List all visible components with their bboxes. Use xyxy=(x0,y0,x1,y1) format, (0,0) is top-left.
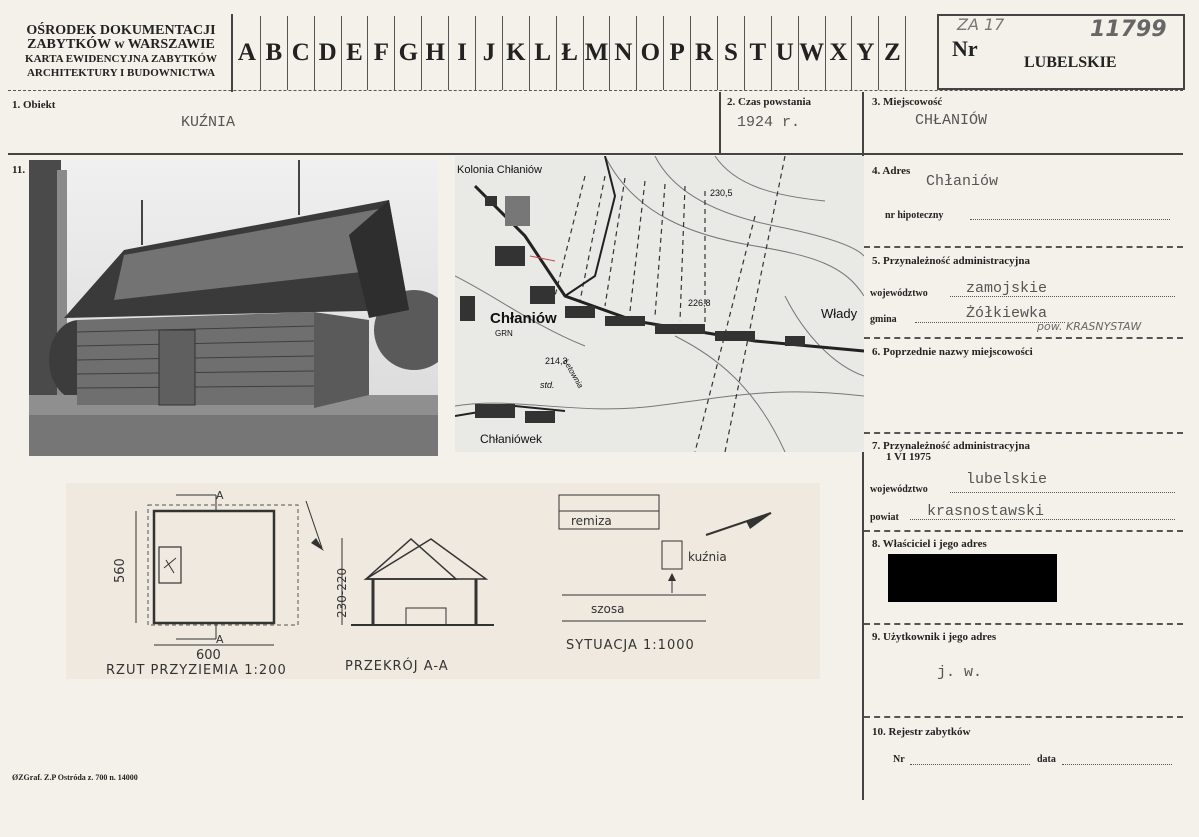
county-line xyxy=(910,519,1175,520)
index-letter: J xyxy=(476,16,503,90)
map-river: Łetownia xyxy=(561,357,586,390)
date-value: 1924 r. xyxy=(737,114,801,131)
voivodeship-1975-line xyxy=(950,492,1175,493)
register-number-label: Nr xyxy=(893,754,905,765)
index-letter: F xyxy=(368,16,395,90)
user-label: 9. Użytkownik i jego adres xyxy=(872,631,997,643)
map-place-chlaniowek: Chłaniówek xyxy=(480,432,543,446)
index-letter: O xyxy=(637,16,664,90)
map-place-kolonia: Kolonia Chłaniów xyxy=(457,164,542,176)
index-letter: A xyxy=(234,16,261,90)
index-letter: Ł xyxy=(557,16,584,90)
index-letter: W xyxy=(799,16,826,90)
mortgage-number-line xyxy=(970,219,1170,220)
divider xyxy=(719,92,721,154)
object-label: 1. Obiekt xyxy=(12,99,56,111)
user-value: j. w. xyxy=(937,664,983,681)
index-letter: G xyxy=(395,16,422,90)
register-date-label: data xyxy=(1037,754,1056,765)
section-height-dims: 230-220 xyxy=(335,567,349,618)
plan-width-dim: 600 xyxy=(196,648,221,663)
technical-drawing xyxy=(66,483,820,679)
region-name: LUBELSKIE xyxy=(1024,54,1117,71)
section-caption: PRZEKRÓJ A-A xyxy=(345,659,449,674)
object-value: KUŹNIA xyxy=(181,114,236,131)
print-footer: ØZGraf. Z.P Ostróda z. 700 n. 14000 xyxy=(12,773,138,782)
site-road-label: szosa xyxy=(591,602,625,616)
register-label: 10. Rejestr zabytków xyxy=(872,726,971,738)
map-place-wlady: Włady xyxy=(821,306,858,321)
admin-1975-label: 7. Przynależność administracyjna xyxy=(872,440,1030,452)
row-rule xyxy=(864,623,1183,625)
index-letter: D xyxy=(315,16,342,90)
card-type-line1: KARTA EWIDENCYJNA ZABYTKÓW xyxy=(25,53,217,65)
index-letter: K xyxy=(503,16,530,90)
site-caption: SYTUACJA 1:1000 xyxy=(566,638,695,653)
index-letter: Y xyxy=(852,16,879,90)
index-letter: B xyxy=(261,16,288,90)
row-rule xyxy=(864,530,1183,532)
row-rule xyxy=(864,153,1183,155)
voivodeship-line xyxy=(950,296,1175,297)
map-place-grn: GRN xyxy=(495,329,513,338)
index-letter: P xyxy=(664,16,691,90)
index-letter: H xyxy=(422,16,449,90)
mortgage-number-label: nr hipoteczny xyxy=(885,210,944,221)
date-label: 2. Czas powstania xyxy=(727,96,812,108)
voivodeship-1975-value: lubelskie xyxy=(966,471,1048,488)
index-letter: M xyxy=(584,16,611,90)
index-letter: X xyxy=(826,16,853,90)
admin-1975-date: 1 VI 1975 xyxy=(886,451,932,463)
handwritten-code: ZA 17 xyxy=(957,15,1005,34)
section-marker: A xyxy=(216,489,224,502)
map-elevation: 226,8 xyxy=(688,298,711,308)
register-date-line xyxy=(1062,764,1172,765)
county-label: powiat xyxy=(870,512,899,523)
card-type-line2: ARCHITEKTURY I BUDOWNICTWA xyxy=(26,67,216,79)
index-letter: I xyxy=(449,16,476,90)
commune-value: Żółkiewka xyxy=(966,305,1048,322)
locality-label: 3. Miejscowość xyxy=(872,96,943,108)
map-elevation: 230,5 xyxy=(710,188,733,198)
org-name-line1: OŚRODEK DOKUMENTACJI xyxy=(26,23,216,38)
index-letter: E xyxy=(342,16,369,90)
section-11-label: 11. xyxy=(12,164,26,176)
owner-label: 8. Właściciel i jego adres xyxy=(872,538,987,550)
plan-height-dim: 560 xyxy=(113,558,128,583)
redaction-block xyxy=(888,554,1057,602)
index-letter: R xyxy=(691,16,718,90)
location-map xyxy=(455,156,864,452)
previous-names-label: 6. Poprzednie nazwy miejscowości xyxy=(872,346,1033,358)
site-kuznia-label: kuźnia xyxy=(688,550,727,564)
institution-header xyxy=(10,24,232,80)
row-rule xyxy=(8,153,863,155)
address-value: Chłaniów xyxy=(926,173,999,190)
county-handwritten-note: pow. KRASNYSTAW xyxy=(1037,320,1142,333)
map-place-chlaniow: Chłaniów xyxy=(490,310,557,327)
voivodeship-value: zamojskie xyxy=(966,280,1048,297)
index-letter: L xyxy=(530,16,557,90)
locality-value: CHŁANIÓW xyxy=(915,112,988,129)
row-rule xyxy=(864,432,1183,434)
admin-affiliation-label: 5. Przynależność administracyjna xyxy=(872,255,1030,267)
building-photo xyxy=(29,160,438,456)
voivodeship-1975-label: województwo xyxy=(870,484,928,495)
index-letters xyxy=(234,16,906,90)
header-divider xyxy=(231,14,233,92)
county-value: krasnostawski xyxy=(927,503,1045,520)
map-label-std: std. xyxy=(540,380,555,390)
handwritten-number: 11799 xyxy=(1090,17,1167,42)
number-label: Nr xyxy=(952,36,978,61)
index-letter: U xyxy=(772,16,799,90)
voivodeship-label: województwo xyxy=(870,288,928,299)
section-marker: A xyxy=(216,633,224,646)
index-letter: C xyxy=(288,16,315,90)
header-rule xyxy=(8,90,1183,93)
index-letter: S xyxy=(718,16,745,90)
register-number-line xyxy=(910,764,1030,765)
row-rule xyxy=(864,716,1183,718)
plan-caption: RZUT PRZYZIEMIA 1:200 xyxy=(106,663,287,678)
address-label: 4. Adres xyxy=(872,165,911,177)
site-remiza-label: remiza xyxy=(571,514,612,528)
org-name-line2: ZABYTKÓW w WARSZAWIE xyxy=(27,37,215,52)
index-letter: T xyxy=(745,16,772,90)
row-rule xyxy=(864,246,1183,248)
index-letter: N xyxy=(610,16,637,90)
index-letter: Z xyxy=(879,16,906,90)
row-rule xyxy=(864,337,1183,339)
commune-label: gmina xyxy=(870,314,897,325)
map-elevation: 214,3 xyxy=(545,356,568,366)
